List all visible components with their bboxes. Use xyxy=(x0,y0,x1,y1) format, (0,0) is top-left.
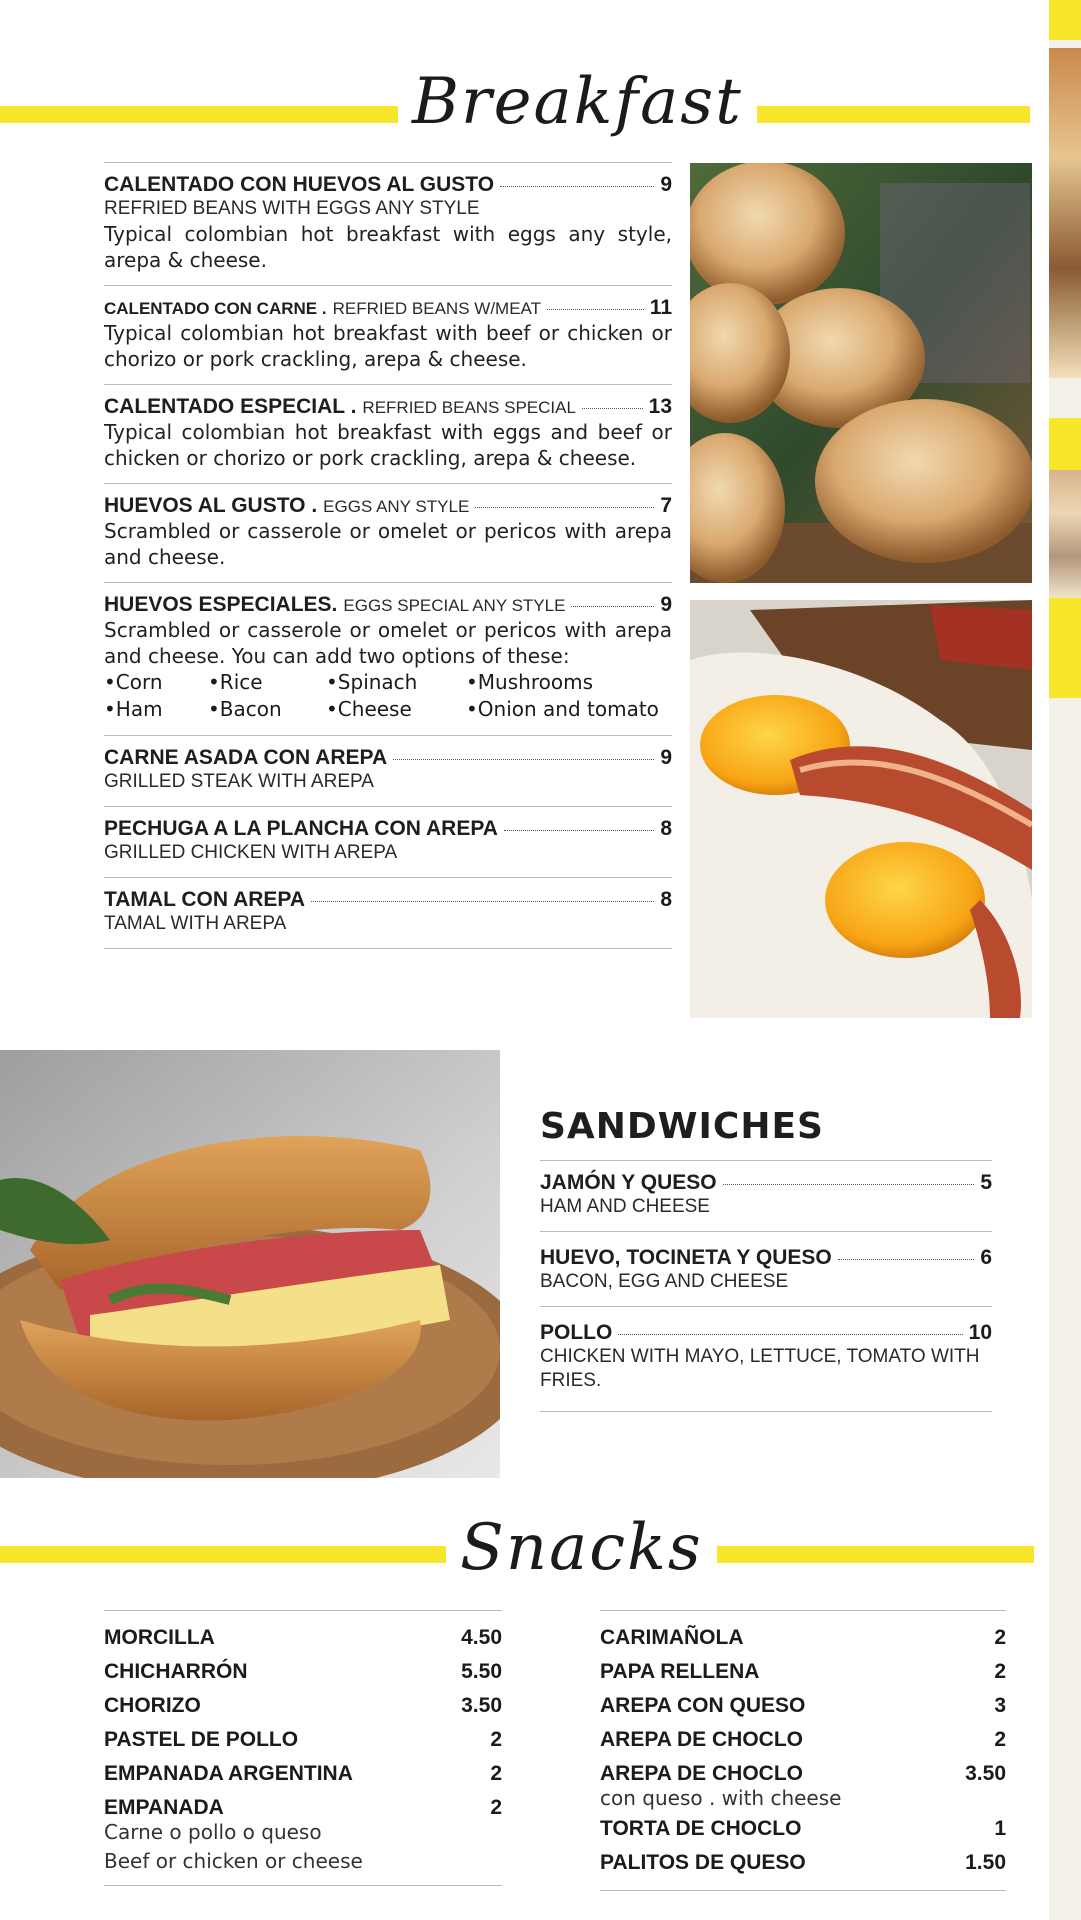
item-description: Typical colombian hot breakfast with eggs and beef or chicken or chorizo or pork crackling, arepa & cheese. xyxy=(104,420,672,470)
dot-leader xyxy=(582,408,643,409)
dot-leader xyxy=(500,186,654,187)
item-name: CALENTADO CON CARNE . xyxy=(104,299,327,318)
snacks-list xyxy=(600,1610,1006,1891)
snack-subtitle: con queso . with cheese xyxy=(600,1786,842,1810)
option: •Onion and tomato xyxy=(466,697,659,721)
snack-name: EMPANADA xyxy=(104,1796,224,1819)
options-grid xyxy=(104,669,672,723)
item-price: 5 xyxy=(980,1171,992,1194)
breakfast-list xyxy=(104,162,672,949)
item-subtitle: TAMAL WITH AREPA xyxy=(104,913,287,934)
snack-price: 2 xyxy=(490,1728,502,1751)
snack-item xyxy=(104,1723,502,1757)
menu-item xyxy=(540,1306,992,1412)
item-name: CALENTADO CON HUEVOS AL GUSTO xyxy=(104,173,495,196)
snack-name: CHORIZO xyxy=(104,1694,201,1717)
dot-leader xyxy=(571,606,654,607)
menu-item xyxy=(104,806,672,877)
snack-price: 2 xyxy=(994,1728,1006,1751)
dot-leader xyxy=(393,759,654,760)
item-price: 9 xyxy=(660,173,672,196)
item-price: 9 xyxy=(660,593,672,616)
dot-leader xyxy=(547,309,644,310)
item-name: CALENTADO ESPECIAL . xyxy=(104,395,357,418)
snack-item xyxy=(600,1621,1006,1655)
dot-leader xyxy=(475,507,654,508)
snack-price: 3 xyxy=(994,1694,1006,1717)
snack-item xyxy=(104,1655,502,1689)
snack-name: MORCILLA xyxy=(104,1626,215,1649)
snack-price: 4.50 xyxy=(461,1626,502,1649)
snack-name: PALITOS DE QUESO xyxy=(600,1851,806,1874)
item-inline-subtitle: EGGS ANY STYLE xyxy=(323,497,470,516)
menu-item xyxy=(104,877,672,949)
snack-price: 3.50 xyxy=(965,1762,1006,1785)
dot-leader xyxy=(504,830,654,831)
dot-leader xyxy=(311,901,654,902)
item-name: POLLO xyxy=(540,1321,613,1344)
item-subtitle: GRILLED CHICKEN WITH AREPA xyxy=(104,842,398,863)
item-subtitle: CHICKEN WITH MAYO, LETTUCE, TOMATO WITH FRIES. xyxy=(540,1346,980,1391)
item-description: Scrambled or casserole or omelet or pericos with arepa and cheese. xyxy=(104,519,672,569)
item-name: TAMAL CON AREPA xyxy=(104,888,306,911)
snack-item xyxy=(104,1689,502,1723)
option: •Mushrooms xyxy=(466,670,593,694)
snack-price: 3.50 xyxy=(461,1694,502,1717)
item-subtitle: GRILLED STEAK WITH AREPA xyxy=(104,771,374,792)
item-description: Scrambled or casserole or omelet or pericos with arepa and cheese. You can add two options of these: xyxy=(104,618,672,668)
snack-item xyxy=(600,1655,1006,1689)
item-name: HUEVO, TOCINETA Y QUESO xyxy=(540,1246,832,1269)
menu-item xyxy=(104,285,672,384)
edge-accent xyxy=(1049,0,1081,40)
option: •Ham xyxy=(104,697,163,721)
snack-name: TORTA DE CHOCLO xyxy=(600,1817,802,1840)
item-name: PECHUGA A LA PLANCHA CON AREPA xyxy=(104,817,498,840)
snack-price: 2 xyxy=(490,1762,502,1785)
snack-price: 2 xyxy=(490,1796,502,1819)
option: •Spinach xyxy=(326,670,418,694)
item-price: 8 xyxy=(660,888,672,911)
item-name: HUEVOS AL GUSTO . xyxy=(104,494,318,517)
snack-price: 2 xyxy=(994,1660,1006,1683)
breakfast-title: Breakfast xyxy=(398,70,757,134)
snack-name: EMPANADA ARGENTINA xyxy=(104,1762,353,1785)
option: •Corn xyxy=(104,670,163,694)
option: •Cheese xyxy=(326,697,412,721)
snack-item xyxy=(600,1723,1006,1757)
item-price: 10 xyxy=(968,1321,992,1344)
snack-name: PAPA RELLENA xyxy=(600,1660,760,1683)
snack-price: 5.50 xyxy=(461,1660,502,1683)
snacks-title: Snacks xyxy=(446,1516,717,1580)
item-name: JAMÓN Y QUESO xyxy=(540,1171,717,1194)
snacks-left-column xyxy=(104,1610,502,1886)
croissant-sandwich-photo xyxy=(0,1050,500,1478)
sandwiches-title: SANDWICHES xyxy=(540,1106,824,1147)
option: •Bacon xyxy=(208,697,282,721)
bread-rolls-photo xyxy=(690,163,1032,583)
eggs-bacon-photo xyxy=(690,600,1032,1018)
option: •Rice xyxy=(208,670,263,694)
item-inline-subtitle: REFRIED BEANS W/MEAT xyxy=(332,299,542,318)
menu-item xyxy=(540,1160,992,1231)
menu-item xyxy=(104,384,672,483)
menu-item xyxy=(540,1231,992,1306)
snack-name: AREPA DE CHOCLO xyxy=(600,1728,804,1751)
snack-item xyxy=(600,1689,1006,1723)
snack-subtitle: Carne o pollo o queso xyxy=(104,1820,322,1844)
item-name: CARNE ASADA CON AREPA xyxy=(104,746,388,769)
sandwiches-list xyxy=(540,1160,992,1412)
item-price: 13 xyxy=(648,395,672,418)
snack-subtitle: Beef or chicken or cheese xyxy=(104,1849,363,1873)
snack-name: CARIMAÑOLA xyxy=(600,1626,744,1649)
item-subtitle: BACON, EGG AND CHEESE xyxy=(540,1271,789,1292)
item-price: 6 xyxy=(980,1246,992,1269)
item-description: Typical colombian hot breakfast with beef or chicken or chorizo or pork crackling, arepa & cheese. xyxy=(104,321,672,371)
menu-item xyxy=(104,483,672,582)
edge-accent xyxy=(1049,598,1081,698)
snack-price: 2 xyxy=(994,1626,1006,1649)
item-name: HUEVOS ESPECIALES. xyxy=(104,593,338,616)
item-price: 8 xyxy=(660,817,672,840)
item-description: Typical colombian hot breakfast with eggs any style, arepa & cheese. xyxy=(104,222,672,272)
dot-leader xyxy=(618,1334,962,1335)
item-inline-subtitle: REFRIED BEANS SPECIAL xyxy=(362,398,576,417)
menu-item xyxy=(104,162,672,285)
edge-photo xyxy=(1049,470,1081,600)
snack-item xyxy=(600,1846,1006,1880)
snack-item xyxy=(104,1621,502,1655)
menu-item xyxy=(104,735,672,806)
snack-item xyxy=(600,1812,1006,1846)
snack-name: AREPA DE CHOCLO xyxy=(600,1762,804,1785)
snack-name: AREPA CON QUESO xyxy=(600,1694,806,1717)
item-price: 11 xyxy=(649,296,672,319)
snack-name: PASTEL DE POLLO xyxy=(104,1728,299,1751)
snacks-right-column xyxy=(600,1610,1006,1891)
menu-item xyxy=(104,582,672,735)
item-inline-subtitle: EGGS SPECIAL ANY STYLE xyxy=(343,596,566,615)
edge-accent xyxy=(1049,418,1081,470)
item-subtitle: REFRIED BEANS WITH EGGS ANY STYLE xyxy=(104,198,480,219)
dot-leader xyxy=(838,1259,975,1260)
item-price: 7 xyxy=(660,494,672,517)
item-subtitle: HAM AND CHEESE xyxy=(540,1196,710,1217)
snack-name: CHICHARRÓN xyxy=(104,1660,248,1683)
snacks-list xyxy=(104,1610,502,1886)
snack-price: 1.50 xyxy=(965,1851,1006,1874)
snack-item xyxy=(104,1757,502,1791)
snack-price: 1 xyxy=(994,1817,1006,1840)
dot-leader xyxy=(723,1184,975,1185)
item-price: 9 xyxy=(660,746,672,769)
edge-photo xyxy=(1049,48,1081,378)
